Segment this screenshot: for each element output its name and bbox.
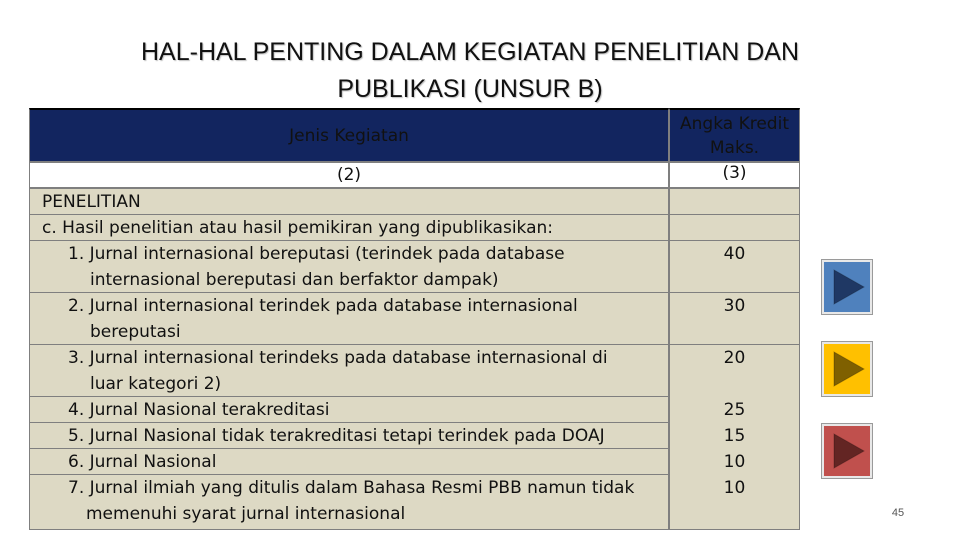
- header-credit-line-1: Angka Kredit: [680, 114, 789, 134]
- item-2-line-1: 2. Jurnal internasional terindek pada database internasional: [68, 296, 578, 316]
- section-heading: PENELITIAN: [42, 192, 141, 212]
- item-2-line-2: bereputasi: [90, 322, 181, 342]
- item-1-line-2: internasional bereputasi dan berfaktor dampak): [90, 270, 499, 290]
- item-6-line-1: 6. Jurnal Nasional: [68, 452, 217, 472]
- item-4-credit: 25: [723, 400, 746, 420]
- column-number-activity: (2): [336, 165, 362, 185]
- column-number-credit-cell: [669, 162, 800, 188]
- item-6-credit: 10: [723, 452, 746, 472]
- item-1-credit: 40: [723, 244, 746, 264]
- nav-button-red[interactable]: [822, 424, 872, 478]
- item-1-line-1: 1. Jurnal internasional bereputasi (terindek pada database: [68, 244, 565, 264]
- item-7-line-1: 7. Jurnal ilmiah yang ditulis dalam Bahasa Resmi PBB namun tidak: [68, 478, 635, 498]
- header-credit-cell: [669, 108, 800, 162]
- column-number-credit: (3): [722, 163, 747, 183]
- credit-table: [29, 108, 800, 530]
- item-4-line-1: 4. Jurnal Nasional terakreditasi: [68, 400, 330, 420]
- nav-button-blue[interactable]: [822, 260, 872, 314]
- header-activity-cell: [29, 108, 669, 162]
- item-3-line-2: luar kategori 2): [90, 374, 222, 394]
- item-3-credit: 20: [723, 348, 746, 368]
- slide-title-line-2: PUBLIKASI (UNSUR B): [337, 75, 603, 103]
- item-7-line-2: memenuhi syarat jurnal internasional: [86, 504, 406, 524]
- item-7-credit: 10: [723, 478, 746, 498]
- item-3-line-1: 3. Jurnal internasional terindeks pada database internasional di: [68, 348, 608, 368]
- column-number-activity-cell: [29, 162, 669, 188]
- slide-title-line-1: HAL-HAL PENTING DALAM KEGIATAN PENELITIAN DAN: [140, 38, 799, 66]
- header-credit-label: [670, 112, 799, 160]
- row-divider: [669, 214, 800, 215]
- play-next-icon: [824, 426, 870, 476]
- slide-title: [60, 34, 880, 108]
- item-5-line-1: 5. Jurnal Nasional tidak terakreditasi tetapi terindek pada DOAJ: [68, 426, 605, 446]
- play-next-icon: [824, 262, 870, 312]
- header-credit-line-2: Maks.: [709, 138, 760, 158]
- item-5-credit: 15: [723, 426, 746, 446]
- page-number: 45: [891, 507, 905, 519]
- item-2-credit: 30: [723, 296, 746, 316]
- nav-button-yellow[interactable]: [822, 342, 872, 396]
- header-activity-label: Jenis Kegiatan: [289, 126, 409, 146]
- play-next-icon: [824, 344, 870, 394]
- subsection-heading: c. Hasil penelitian atau hasil pemikiran yang dipublikasikan:: [42, 218, 554, 238]
